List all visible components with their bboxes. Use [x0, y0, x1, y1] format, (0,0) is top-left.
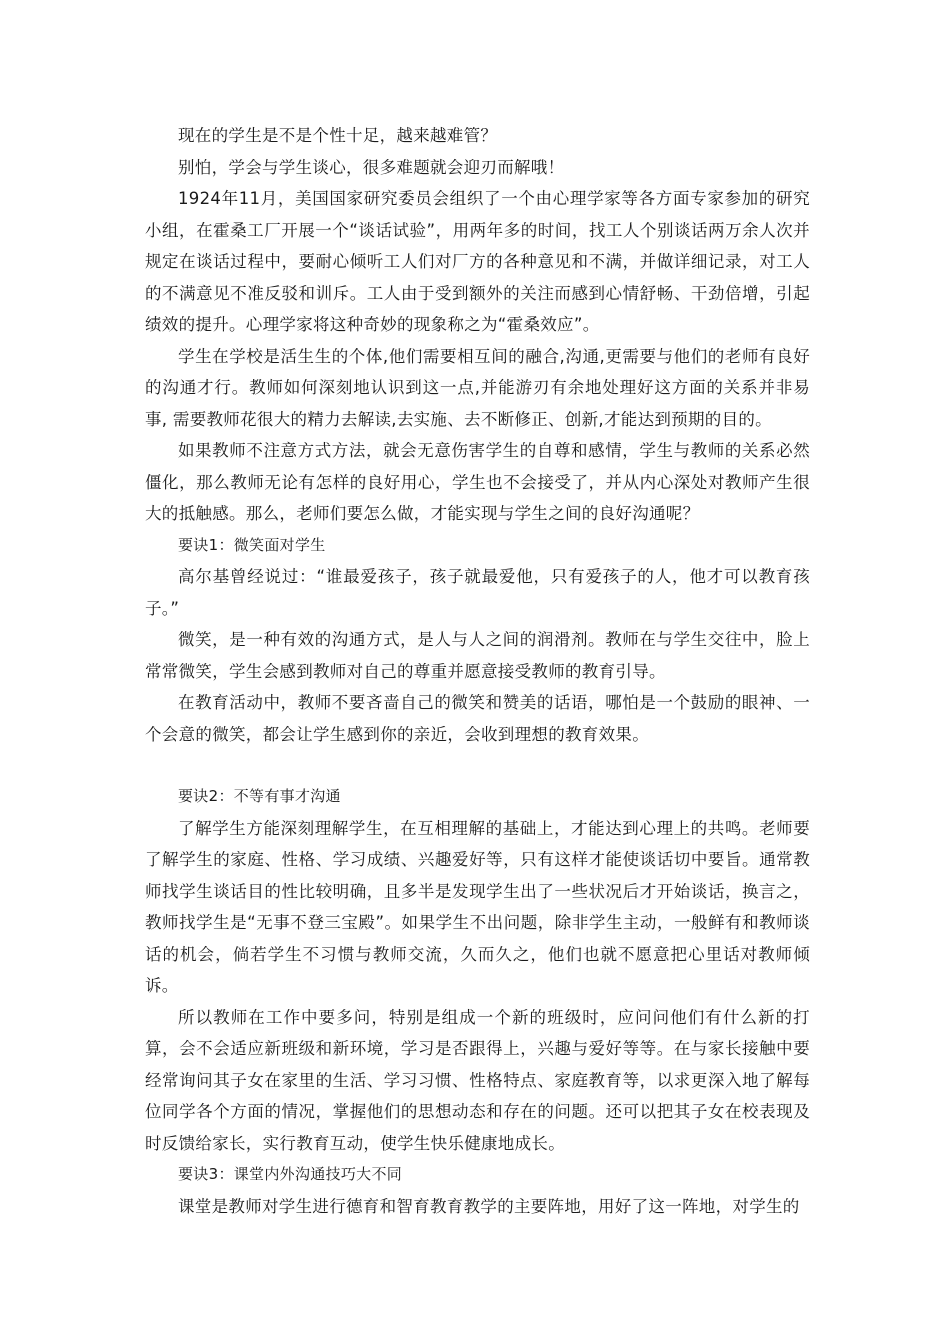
paragraph-student-communication: 学生在学校是活生生的个体,他们需要相互间的融合,沟通,更需要与他们的老师有良好的沟通才行。教师如何深刻地认识到这一点,并能游刃有余地处理好这方面的关系并非易事, 需要教师花很大的精力去解读,去实施、去不断修正、创新,才能达到预期的目的。: [145, 346, 810, 429]
tip-heading-3: 要诀3：课堂内外沟通技巧大不同: [178, 1165, 403, 1183]
tip-heading-2: 要诀2：不等有事才沟通: [178, 787, 341, 805]
section-gap: [145, 750, 810, 781]
intro-question: 现在的学生是不是个性十足，越来越难管？: [178, 126, 498, 145]
intro-answer: 别怕，学会与学生谈心，很多难题就会迎刃而解哦！: [178, 157, 565, 177]
paragraph-praise: 在教育活动中，教师不要吝啬自己的微笑和赞美的话语，哪怕是一个鼓励的眼神、一个会意的微笑，都会让学生感到你的亲近，会收到理想的教育效果。: [145, 693, 810, 744]
document-body: [145, 120, 810, 1222]
tip-heading-1: 要诀1：微笑面对学生: [178, 535, 326, 554]
paragraph-classroom: 课堂是教师对学生进行德育和智育教育教学的主要阵地，用好了这一阵地，对学生的: [178, 1196, 800, 1216]
paragraph-gorky-quote: 高尔基曾经说过：“谁最爱孩子，孩子就最爱他，只有爱孩子的人，他才可以教育孩子。”: [145, 567, 810, 618]
paragraph-teacher-method: 如果教师不注意方式方法，就会无意伤害学生的自尊和感情，学生与教师的关系必然僵化，那么教师无论有怎样的良好用心，学生也不会接受了，并从内心深处对教师产生很大的抵触感。那么，老师们要怎么做，才能实现与学生之间的良好沟通呢？: [145, 441, 810, 523]
paragraph-ask-more: 所以教师在工作中要多问，特别是组成一个新的班级时，应问问他们有什么新的打算，会不会适应新班级和新环境，学习是否跟得上，兴趣与爱好等等。在与家长接触中要经常询问其子女在家里的生活、学习习惯、性格特点、家庭教育等，以求更深入地了解每位同学各个方面的情况，掌握他们的思想动态和存在的问题。还可以把其子女在校表现及时反馈给家长，实行教育互动，使学生快乐健康地成长。: [145, 1007, 810, 1153]
paragraph-understand-students: 了解学生方能深刻理解学生，在互相理解的基础上，才能达到心理上的共鸣。老师要了解学生的家庭、性格、学习成绩、兴趣爱好等，只有这样才能使谈话切中要旨。通常教师找学生谈话目的性比较明确，且多半是发现学生出了一些状况后才开始谈话，换言之，教师找学生是“无事不登三宝殿”。如果学生不出问题，除非学生主动，一般鲜有和教师谈话的机会，倘若学生不习惯与教师交流，久而久之，他们也就不愿意把心里话对教师倾诉。: [145, 818, 810, 995]
paragraph-hawthorne-experiment: 1924年11月，美国国家研究委员会组织了一个由心理学家等各方面专家参加的研究小组，在霍桑工厂开展一个“谈话试验”，用两年多的时间，找工人个别谈话两万余人次并规定在谈话过程中，要耐心倾听工人们对厂方的各种意见和不满，并做详细记录，对工人的不满意见不准反驳和训斥。工人由于受到额外的关注而感到心情舒畅、干劲倍增，引起绩效的提升。心理学家将这种奇妙的现象称之为“霍桑效应”。: [145, 189, 810, 334]
paragraph-smile: 微笑，是一种有效的沟通方式，是人与人之间的润滑剂。教师在与学生交往中，脸上常常微笑，学生会感到教师对自己的尊重并愿意接受教师的教育引导。: [145, 630, 810, 681]
